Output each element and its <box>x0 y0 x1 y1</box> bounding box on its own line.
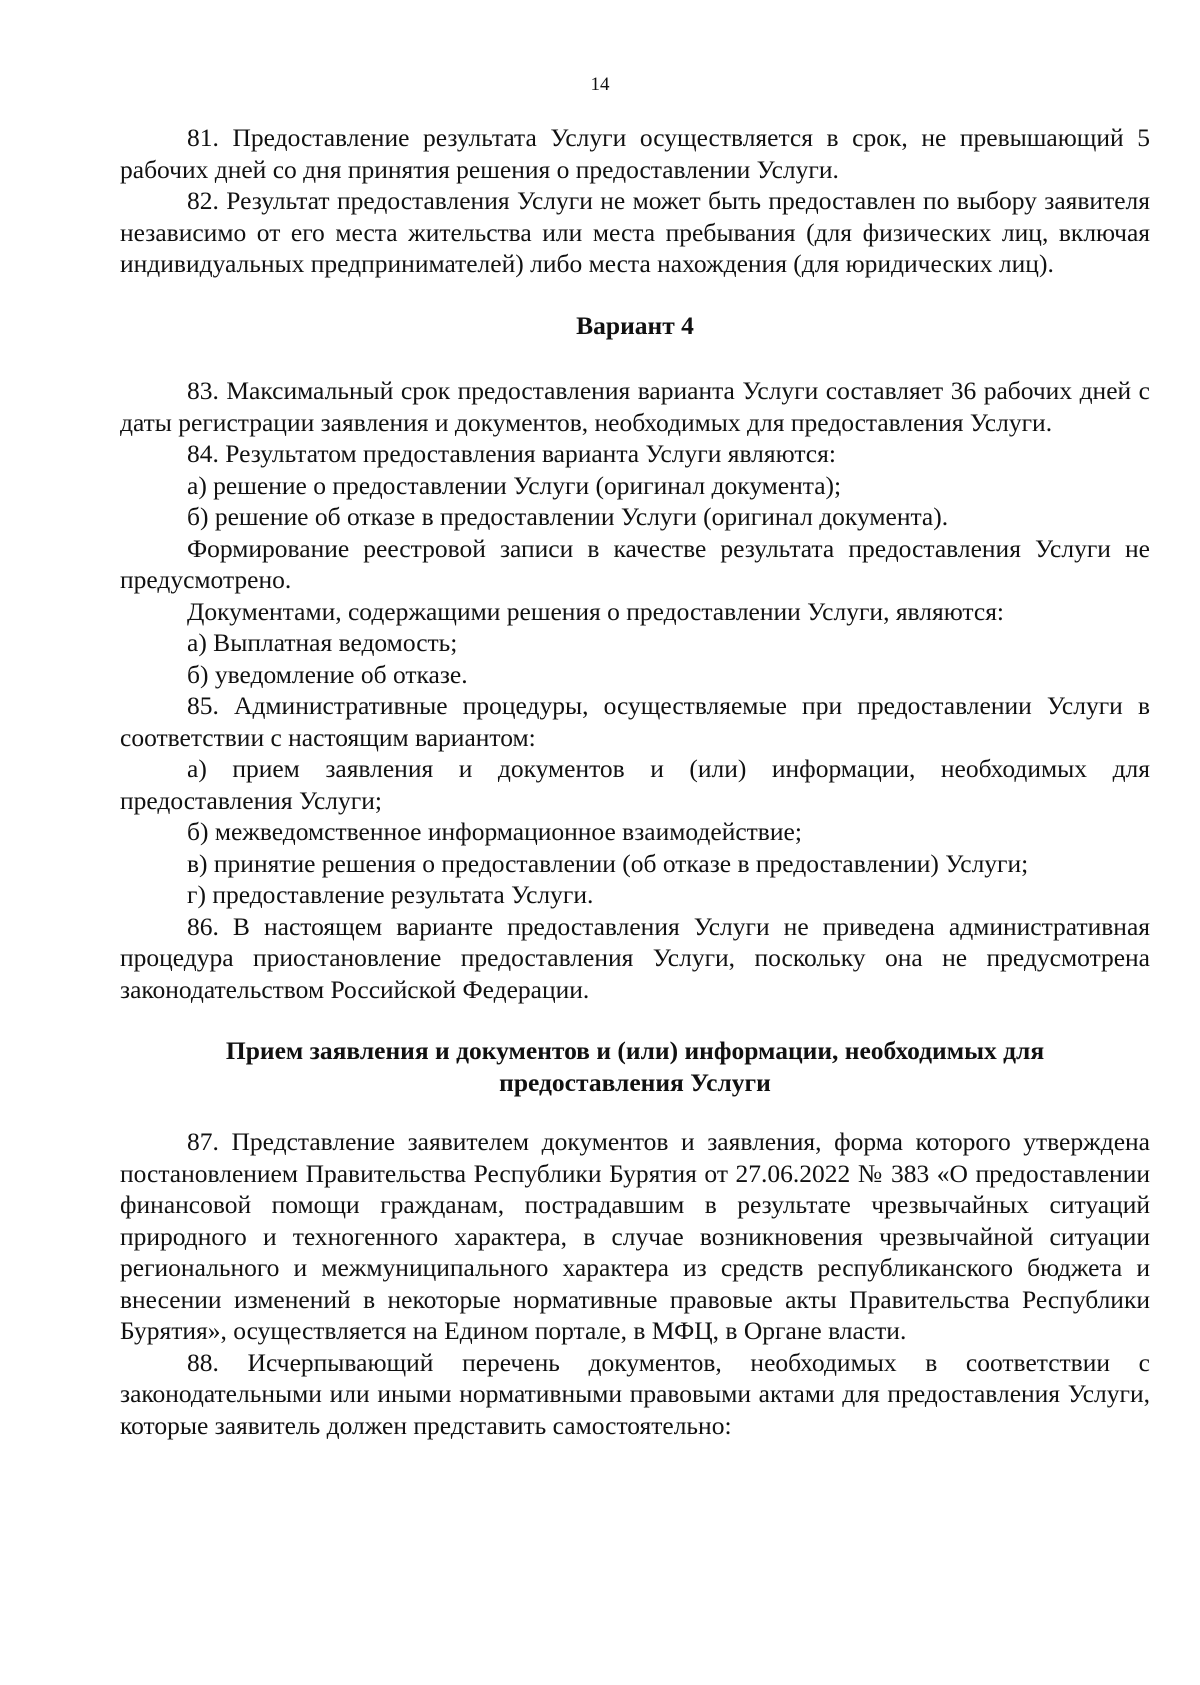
paragraph-86: 86. В настоящем варианте предоставления Услуги не приведена административная процедура приостановление предоставления Услуги, поскольку она не предусмотрена законодательством Российской Федерации. <box>120 911 1150 1004</box>
paragraph-83: 83. Максимальный срок предоставления варианта Услуги составляет 36 рабочих дней с даты регистрации заявления и документов, необходимых для предоставления Услуги. <box>120 376 1150 437</box>
paragraph-82: 82. Результат предоставления Услуги не может быть предоставлен по выбору заявителя независимо от его места жительства или места пребывания (для физических лиц, включая индивидуальных предпринимателей) либо места нахождения (для юридических лиц). <box>120 186 1150 278</box>
paragraph-87: 87. Представление заявителем документов и заявления, форма которого утверждена постановлением Правительства Республики Бурятия от 27.06.2022 № 383 «О предоставлении финансовой помощи гражданам, пострадавшим в результате чрезвычайных ситуаций природного и техногенного характера, в случае возникновения чрезвычайной ситуации регионального и межмуниципального характера из средств республиканского бюджета и внесении изменений в некоторые нормативные правовые акты Правительства Республики Бурятия», осуществляется на Едином портале, в МФЦ, в Органе власти. <box>120 1127 1150 1345</box>
paragraph-85: 85. Административные процедуры, осуществляемые при предоставлении Услуги в соответствии с настоящим вариантом: <box>120 691 1150 752</box>
list-item-84b: б) решение об отказе в предоставлении Услуги (оригинал документа). <box>187 502 949 531</box>
list-item-84a: а) решение о предоставлении Услуги (оригинал документа); <box>187 470 842 500</box>
list-item-payment-statement: а) Выплатная ведомость; <box>187 628 458 657</box>
list-item-85d: г) предоставление результата Услуги. <box>187 880 594 909</box>
paragraph-88: 88. Исчерпывающий перечень документов, необходимых в соответствии с законодательными или иными нормативными правовыми актами для предоставления Услуги, которые заявитель должен представить самостоятельно: <box>120 1347 1150 1440</box>
document-body <box>120 122 1150 1441</box>
list-item-85b: б) межведомственное информационное взаимодействие; <box>187 817 802 846</box>
paragraph-registry-note: Формирование реестровой записи в качестве результата предоставления Услуги не предусмотрено. <box>120 533 1150 594</box>
section-heading-variant-4: Вариант 4 <box>576 310 694 340</box>
paragraph-81: 81. Предоставление результата Услуги осуществляется в срок, не превышающий 5 рабочих дней со дня принятия решения о предоставлении Услуги. <box>120 123 1150 184</box>
list-item-85a: а) прием заявления и документов и (или) информации, необходимых для предоставления Услуги; <box>120 754 1150 815</box>
section-heading-reception: Прием заявления и документов и (или) информации, необходимых для предоставления Услуги <box>225 1036 1045 1097</box>
paragraph-documents-list-intro: Документами, содержащими решения о предоставлении Услуги, являются: <box>187 596 1005 626</box>
list-item-85c: в) принятие решения о предоставлении (об отказе в предоставлении) Услуги; <box>187 848 1029 878</box>
page-number: 14 <box>590 74 610 95</box>
list-item-refusal-notice: б) уведомление об отказе. <box>187 659 468 689</box>
paragraph-84: 84. Результатом предоставления варианта Услуги являются: <box>187 439 836 468</box>
